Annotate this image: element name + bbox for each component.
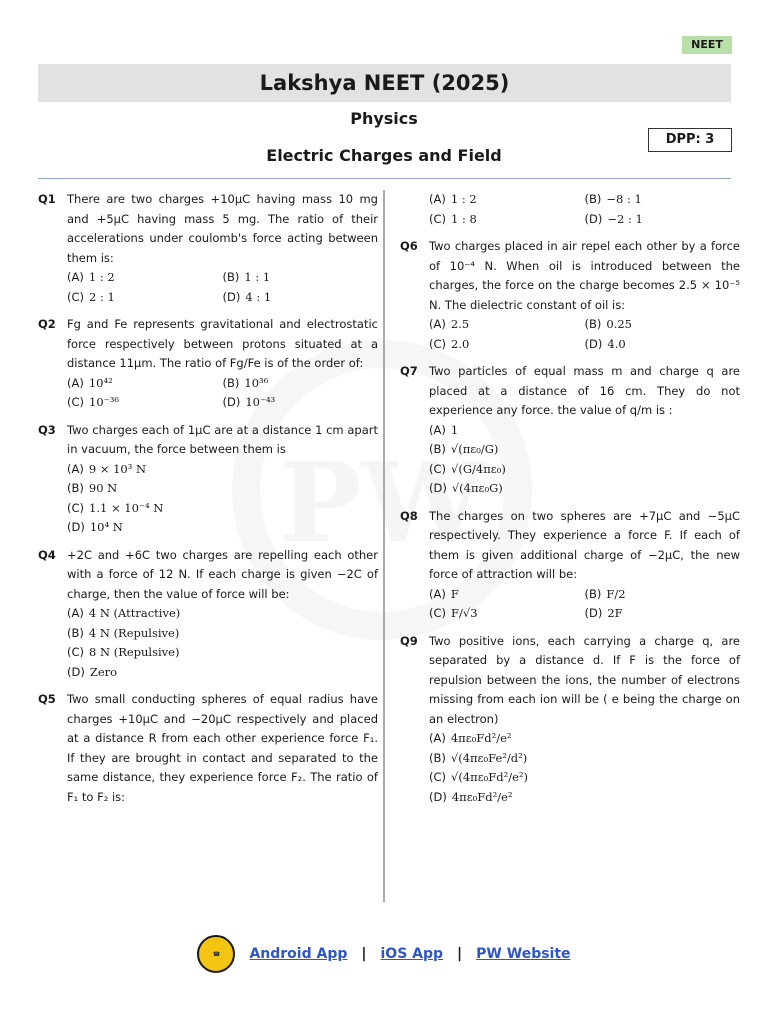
- options-list: [429, 729, 740, 807]
- option-value: 10⁻⁴³: [245, 395, 276, 409]
- website-link[interactable]: PW Website: [476, 946, 571, 962]
- option-label: (A): [429, 422, 446, 437]
- option: [585, 210, 741, 230]
- separator: |: [457, 946, 463, 962]
- option-value: 1 : 1: [244, 270, 271, 284]
- option-value: √(πε₀/G): [450, 442, 499, 456]
- option-value: −8 : 1: [606, 192, 642, 206]
- option: [223, 393, 379, 413]
- option: [67, 268, 223, 288]
- header-divider: [38, 178, 731, 179]
- option-label: (B): [429, 442, 446, 456]
- question: [38, 421, 378, 538]
- option-value: F: [450, 586, 459, 601]
- question: [400, 632, 740, 808]
- option-value: 1 : 8: [451, 211, 477, 226]
- option: [67, 604, 378, 624]
- chapter-title: Electric Charges and Field: [266, 146, 502, 165]
- option-value: 10⁴²: [88, 375, 113, 390]
- option-value: 1: [450, 422, 459, 437]
- option-value: 0.25: [606, 317, 632, 331]
- exam-badge: NEET: [682, 36, 732, 54]
- question: [400, 362, 740, 499]
- options-list: [429, 315, 740, 354]
- option: [585, 604, 741, 624]
- option-value: 4.0: [607, 336, 626, 351]
- option-label: (D): [429, 481, 447, 495]
- option: [429, 210, 585, 230]
- ios-app-link[interactable]: iOS App: [380, 946, 444, 962]
- option-label: (D): [222, 289, 241, 304]
- option-label: (B): [67, 625, 84, 640]
- option: [223, 374, 379, 394]
- option-label: (D): [222, 395, 241, 409]
- option: [223, 288, 379, 308]
- option-label: (B): [584, 586, 602, 601]
- option: [585, 315, 741, 335]
- option-label: (C): [429, 461, 447, 476]
- column-divider: [383, 190, 385, 902]
- option-value: 8 N (Repulsive): [89, 645, 180, 659]
- question-stem: Two charges each of 1μC are at a distance 1 cm apart in vacuum, the force between them is: [67, 422, 378, 456]
- option-value: 4 N (Repulsive): [88, 625, 180, 640]
- option: [585, 585, 741, 605]
- footer-links: [0, 934, 768, 974]
- option-label: (B): [584, 317, 602, 331]
- option-value: 9 × 10³ N: [88, 461, 147, 476]
- option: [429, 749, 740, 769]
- option: [67, 624, 378, 644]
- question-stem: +2C and +6C two charges are repelling each other with a force of 12 N. If each charge is given −2C of charge, then the value of force will be:: [67, 547, 378, 601]
- option-label: (A): [67, 461, 84, 476]
- option-value: 10³⁶: [244, 375, 269, 390]
- option-value: 1.1 × 10⁻⁴ N: [89, 500, 164, 515]
- subject-title: Physics: [350, 109, 418, 128]
- option-label: (C): [429, 770, 447, 784]
- option-value: √(4πε₀Fd²/e²): [451, 770, 529, 784]
- option: [429, 315, 585, 335]
- option: [429, 729, 740, 749]
- page-title: Lakshya NEET (2025): [38, 64, 731, 102]
- question-number-spacer: [400, 190, 429, 229]
- question: [38, 190, 378, 307]
- option-value: √(G/4πε₀): [451, 461, 506, 476]
- separator: |: [361, 946, 367, 962]
- option-label: (B): [222, 375, 240, 390]
- option: [429, 440, 740, 460]
- question-body: [429, 507, 740, 624]
- option-label: (D): [584, 336, 603, 351]
- options-list: [429, 421, 740, 499]
- question-body: [67, 690, 378, 807]
- option: [429, 421, 740, 441]
- question: [400, 237, 740, 354]
- option: [67, 663, 378, 683]
- question: [38, 690, 378, 807]
- options-list: [67, 374, 378, 413]
- options-list: [429, 190, 740, 229]
- option-value: √(4πε₀G): [451, 481, 503, 495]
- options-list: [429, 585, 740, 624]
- option-value: 4 N (Attractive): [88, 606, 181, 620]
- question-number: Q1: [38, 192, 56, 206]
- option-value: 1 : 2: [450, 192, 477, 206]
- question-stem: The charges on two spheres are +7μC and −5μC respectively. They experience a force F. If each of them is given additional charge of −2μC, the new force of attraction will be:: [429, 508, 740, 581]
- option-label: (D): [584, 211, 603, 226]
- option: [429, 585, 585, 605]
- option-value: 4πε₀Fd²/e²: [451, 789, 513, 804]
- option: [67, 288, 223, 308]
- android-app-link[interactable]: Android App: [249, 946, 348, 962]
- question-number: Q6: [400, 239, 418, 253]
- option: [429, 768, 740, 788]
- option-label: (D): [67, 520, 85, 534]
- question-number: Q9: [400, 633, 418, 648]
- option-label: (C): [429, 211, 447, 226]
- option-label: (D): [67, 664, 85, 679]
- question: [400, 507, 740, 624]
- customer-service-logo: ☎: [197, 935, 235, 973]
- option-label: (A): [67, 375, 84, 390]
- option-label: (B): [429, 750, 446, 765]
- option-label: (C): [67, 500, 85, 515]
- option-label: (C): [67, 289, 85, 304]
- option-value: 2 : 1: [89, 289, 115, 304]
- question-body: [429, 362, 740, 499]
- option: [67, 499, 378, 519]
- option-label: (B): [584, 192, 602, 206]
- option: [585, 335, 741, 355]
- option-value: 4πε₀Fd²/e²: [450, 731, 512, 745]
- question-body: [429, 237, 740, 354]
- options-list: [67, 268, 378, 307]
- question-body: [429, 632, 740, 808]
- option: [429, 788, 740, 808]
- option: [67, 393, 223, 413]
- option-value: F/√3: [451, 606, 478, 620]
- question-stem: Two particles of equal mass m and charge q are placed at a distance of 16 cm. They do not experience any force. the value of q/m is :: [429, 364, 740, 417]
- option-value: 10⁻³⁶: [89, 395, 119, 409]
- option: [429, 604, 585, 624]
- option: [67, 374, 223, 394]
- option-value: Zero: [89, 664, 118, 679]
- option-value: 1 : 2: [88, 270, 115, 284]
- option-label: (C): [429, 336, 447, 351]
- option-label: (A): [429, 192, 446, 206]
- option-label: (A): [429, 317, 446, 331]
- question-number: Q7: [400, 364, 418, 378]
- option-label: (C): [67, 645, 85, 659]
- option: [67, 460, 378, 480]
- question-stem: Fg and Fe represents gravitational and electrostatic force respectively between protons situated at a distance 11μm. The ratio of Fg/Fe is of the order of:: [67, 317, 378, 370]
- question: [38, 315, 378, 413]
- question: [38, 546, 378, 683]
- option-label: (B): [67, 481, 84, 495]
- left-column: [38, 190, 378, 815]
- option-label: (C): [429, 606, 447, 620]
- option: [429, 460, 740, 480]
- option-label: (A): [67, 270, 84, 284]
- question-body: [67, 421, 378, 538]
- options-list: [67, 460, 378, 538]
- option: [67, 518, 378, 538]
- option: [429, 479, 740, 499]
- question-number: Q2: [38, 317, 56, 331]
- option-label: (A): [429, 731, 446, 745]
- option-value: −2 : 1: [607, 211, 643, 226]
- question-body: [67, 546, 378, 683]
- option-label: (B): [222, 270, 240, 284]
- right-column: [400, 190, 740, 815]
- question-number: Q3: [38, 422, 56, 437]
- option: [67, 479, 378, 499]
- option: [223, 268, 379, 288]
- option-label: (C): [67, 395, 85, 409]
- question-body: [429, 190, 740, 229]
- option-value: 2F: [607, 606, 623, 620]
- option: [585, 190, 741, 210]
- option: [429, 190, 585, 210]
- question-stem: Two positive ions, each carrying a charge q, are separated by a distance d. If F is the force of repulsion between the ions, the number of electrons missing from each ion will be ( e being the charge on an electron): [429, 633, 740, 726]
- option-label: (A): [67, 606, 84, 620]
- question-stem: Two charges placed in air repel each other by a force of 10⁻⁴ N. When oil is introduced between the charges, the force on the charge becomes 2.5 × 10⁻⁵ N. The dielectric constant of oil is:: [429, 239, 740, 312]
- option: [67, 643, 378, 663]
- option-value: 2.5: [450, 317, 470, 331]
- option-value: 10⁴ N: [89, 520, 123, 534]
- question-number: Q8: [400, 508, 418, 523]
- question-stem: There are two charges +10μC having mass 10 mg and +5μC having mass 5 mg. The ratio of their accelerations under coulomb's force acting between them is:: [67, 192, 378, 265]
- option-label: (D): [429, 789, 447, 804]
- option-label: (A): [429, 586, 446, 601]
- question-number: Q5: [38, 692, 56, 706]
- options-list: [67, 604, 378, 682]
- option-value: √(4πε₀Fe²/d²): [450, 750, 528, 765]
- question-number: Q4: [38, 547, 56, 562]
- dpp-label: DPP: 3: [648, 128, 732, 152]
- option-value: 2.0: [451, 336, 470, 351]
- question-stem: Two small conducting spheres of equal radius have charges +10μC and −20μC respectively and placed at a distance R from each other experience force F₁. If they are brought in contact and separated to the same distance, they experience force F₂. The ratio of F₁ to F₂ is:: [67, 692, 378, 804]
- option-value: 90 N: [88, 481, 118, 495]
- option: [429, 335, 585, 355]
- question-body: [67, 190, 378, 307]
- question-body: [67, 315, 378, 413]
- option-value: F/2: [606, 586, 626, 601]
- question-continuation: [400, 190, 740, 229]
- option-value: 4 : 1: [245, 289, 272, 304]
- option-label: (D): [584, 606, 603, 620]
